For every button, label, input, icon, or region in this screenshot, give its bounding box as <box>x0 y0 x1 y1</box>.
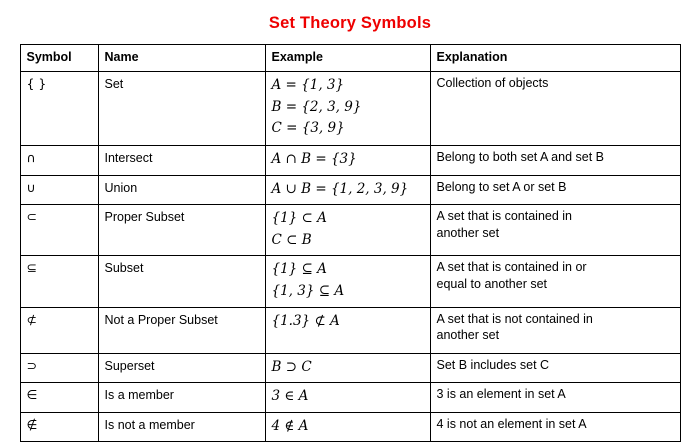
example-line: {1.3} ⊄ A <box>271 312 340 329</box>
explanation-line: 4 is not an element in set A <box>436 416 587 431</box>
table-row <box>20 383 680 413</box>
cell-symbol: ∈ <box>20 383 98 413</box>
cell-example <box>265 72 430 146</box>
cell-explanation <box>430 353 680 383</box>
cell-explanation <box>430 205 680 256</box>
cell-symbol: ∪ <box>20 175 98 205</box>
table-row <box>20 307 680 353</box>
cell-example <box>265 205 430 256</box>
table-header-row <box>20 45 680 72</box>
cell-symbol: ⊆ <box>20 256 98 307</box>
explanation-line: A set that is contained in or <box>436 260 587 275</box>
explanation-line: Belong to both set A and set B <box>436 150 604 164</box>
cell-example <box>265 412 430 442</box>
example-line: C = {3, 9} <box>271 120 345 137</box>
cell-name: Intersect <box>98 146 265 176</box>
example-line: {1} ⊂ A <box>271 210 327 227</box>
table-row <box>20 412 680 442</box>
cell-name: Subset <box>98 256 265 307</box>
explanation-line: another set <box>436 226 500 241</box>
cell-explanation <box>430 383 680 413</box>
example-line: 4 ∉ A <box>271 417 309 434</box>
cell-symbol: ⊄ <box>20 307 98 353</box>
cell-explanation <box>430 72 680 146</box>
table-row <box>20 256 680 307</box>
cell-explanation <box>430 146 680 176</box>
table-row <box>20 72 680 146</box>
cell-explanation <box>430 412 680 442</box>
explanation-line: Set B includes set C <box>436 357 550 372</box>
explanation-line: 3 is an element in set A <box>436 387 566 402</box>
set-theory-symbols-table <box>20 44 681 442</box>
example-line: A = {1, 3} <box>271 77 345 93</box>
cell-explanation <box>430 256 680 307</box>
explanation-line: another set <box>436 328 500 343</box>
cell-symbol: ⊂ <box>20 205 98 256</box>
cell-symbol: { } <box>20 72 98 146</box>
example-line: B ⊃ C <box>271 358 312 375</box>
cell-explanation <box>430 307 680 353</box>
cell-example <box>265 383 430 413</box>
cell-example <box>265 256 430 307</box>
cell-example <box>265 353 430 383</box>
example-line: A ∩ B = {3} <box>271 151 357 167</box>
example-line: C ⊂ B <box>271 231 312 248</box>
table-row <box>20 353 680 383</box>
cell-name: Proper Subset <box>98 205 265 256</box>
explanation-line: equal to another set <box>436 277 547 292</box>
cell-name: Not a Proper Subset <box>98 307 265 353</box>
column-header-explanation: Explanation <box>430 45 680 72</box>
explanation-line: A set that is contained in <box>436 209 573 224</box>
cell-name: Is a member <box>98 383 265 413</box>
explanation-line: Belong to set A or set B <box>436 179 567 194</box>
cell-example <box>265 307 430 353</box>
table-row <box>20 175 680 205</box>
cell-symbol: ∩ <box>20 146 98 176</box>
cell-symbol: ⊃ <box>20 353 98 383</box>
page-title: Set Theory Symbols <box>268 14 432 32</box>
cell-symbol: ∉ <box>20 412 98 442</box>
column-header-example: Example <box>265 45 430 72</box>
example-line: B = {2, 3, 9} <box>271 98 362 115</box>
example-line: A ∪ B = {1, 2, 3, 9} <box>271 180 409 197</box>
explanation-line: Collection of objects <box>436 76 549 90</box>
cell-explanation <box>430 175 680 205</box>
cell-name: Set <box>98 72 265 146</box>
cell-example <box>265 175 430 205</box>
column-header-symbol: Symbol <box>20 45 98 72</box>
table-row <box>20 205 680 256</box>
cell-example <box>265 146 430 176</box>
cell-name: Superset <box>98 353 265 383</box>
explanation-line: A set that is not contained in <box>436 311 593 326</box>
example-line: {1} ⊆ A <box>271 261 327 278</box>
cell-name: Union <box>98 175 265 205</box>
example-line: {1, 3} ⊆ A <box>271 282 345 299</box>
table-row <box>20 146 680 176</box>
cell-name: Is not a member <box>98 412 265 442</box>
example-line: 3 ∈ A <box>271 388 309 405</box>
column-header-name: Name <box>98 45 265 72</box>
